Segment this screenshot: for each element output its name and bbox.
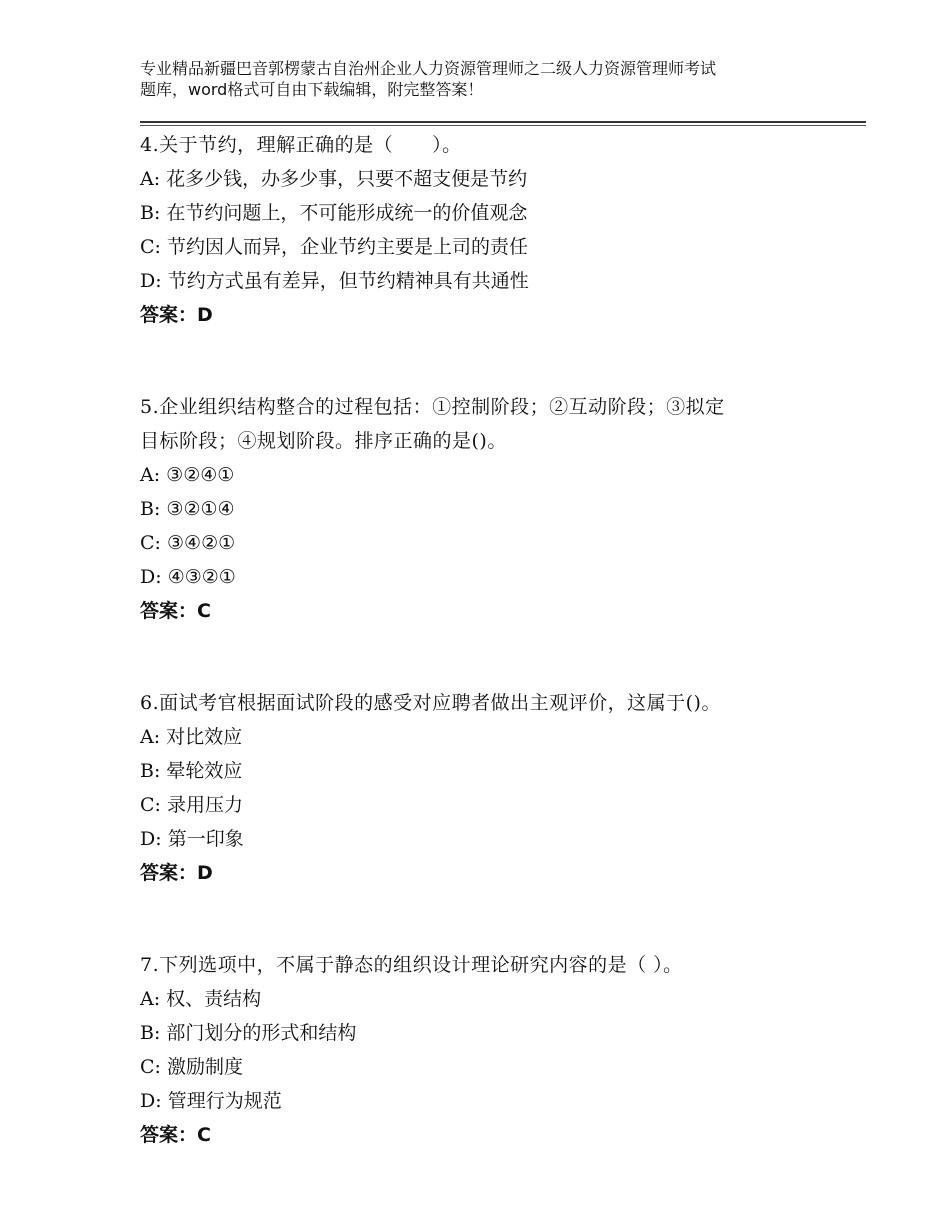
option-d xyxy=(140,560,840,594)
option-text: ③②④① xyxy=(166,464,235,486)
option-text: 激励制度 xyxy=(167,1056,244,1078)
option-letter: C: xyxy=(140,794,161,816)
option-text: ③②①④ xyxy=(166,498,235,520)
option-letter: D: xyxy=(140,1090,162,1112)
option-a xyxy=(140,162,840,196)
option-text: 录用压力 xyxy=(167,794,244,816)
header-divider xyxy=(140,121,866,123)
question-stem-continued: 目标阶段；④规划阶段。排序正确的是()。 xyxy=(140,430,507,452)
question-stem: 6.面试考官根据面试阶段的感受对应聘者做出主观评价，这属于()。 xyxy=(140,692,721,714)
option-b xyxy=(140,196,840,230)
option-letter: C: xyxy=(140,532,161,554)
option-letter: B: xyxy=(140,1022,161,1044)
answer-line: 答案：C xyxy=(140,600,211,622)
option-text: ③④②① xyxy=(167,532,236,554)
question-stem: 5.企业组织结构整合的过程包括：①控制阶段；②互动阶段；③拟定 xyxy=(140,396,725,418)
option-text: 部门划分的形式和结构 xyxy=(166,1022,357,1044)
option-text: 花多少钱，办多少事，只要不超支便是节约 xyxy=(166,168,528,190)
option-b xyxy=(140,754,840,788)
option-letter: D: xyxy=(140,566,162,588)
answer-line: 答案：C xyxy=(140,1124,211,1146)
question-5 xyxy=(140,390,840,628)
option-letter: A: xyxy=(140,726,161,748)
option-letter: B: xyxy=(140,202,161,224)
option-text: 晕轮效应 xyxy=(166,760,243,782)
option-text: 在节约问题上，不可能形成统一的价值观念 xyxy=(166,202,528,224)
header-line-1: 专业精品新疆巴音郭楞蒙古自治州企业人力资源管理师之二级人力资源管理师考试 xyxy=(140,59,717,78)
page-header xyxy=(140,58,840,100)
option-d xyxy=(140,1084,840,1118)
question-6 xyxy=(140,686,840,890)
option-letter: B: xyxy=(140,498,161,520)
question-7 xyxy=(140,948,840,1152)
option-text: 第一印象 xyxy=(167,828,244,850)
question-stem: 4.关于节约，理解正确的是（ ）。 xyxy=(140,134,462,156)
option-d xyxy=(140,264,840,298)
option-a xyxy=(140,982,840,1016)
question-list xyxy=(140,128,840,1210)
answer-line: 答案：D xyxy=(140,862,213,884)
option-text: 节约方式虽有差异，但节约精神具有共通性 xyxy=(167,270,529,292)
option-a xyxy=(140,720,840,754)
option-letter: A: xyxy=(140,988,161,1010)
option-c xyxy=(140,526,840,560)
header-line-2: 题库，word格式可自由下载编辑，附完整答案！ xyxy=(140,80,484,99)
option-text: ④③②① xyxy=(167,566,236,588)
option-b xyxy=(140,492,840,526)
option-c xyxy=(140,230,840,264)
option-text: 权、责结构 xyxy=(166,988,262,1010)
option-letter: C: xyxy=(140,236,161,258)
option-text: 节约因人而异，企业节约主要是上司的责任 xyxy=(167,236,529,258)
header-divider-thin xyxy=(140,125,866,126)
option-text: 对比效应 xyxy=(166,726,243,748)
option-d xyxy=(140,822,840,856)
option-letter: A: xyxy=(140,464,161,486)
option-b xyxy=(140,1016,840,1050)
question-4 xyxy=(140,128,840,332)
option-letter: A: xyxy=(140,168,161,190)
option-text: 管理行为规范 xyxy=(167,1090,282,1112)
option-letter: D: xyxy=(140,828,162,850)
option-c xyxy=(140,1050,840,1084)
answer-line: 答案：D xyxy=(140,304,213,326)
option-letter: C: xyxy=(140,1056,161,1078)
option-c xyxy=(140,788,840,822)
option-letter: D: xyxy=(140,270,162,292)
question-stem: 7.下列选项中，不属于静态的组织设计理论研究内容的是（ ）。 xyxy=(140,954,683,976)
option-letter: B: xyxy=(140,760,161,782)
option-a xyxy=(140,458,840,492)
